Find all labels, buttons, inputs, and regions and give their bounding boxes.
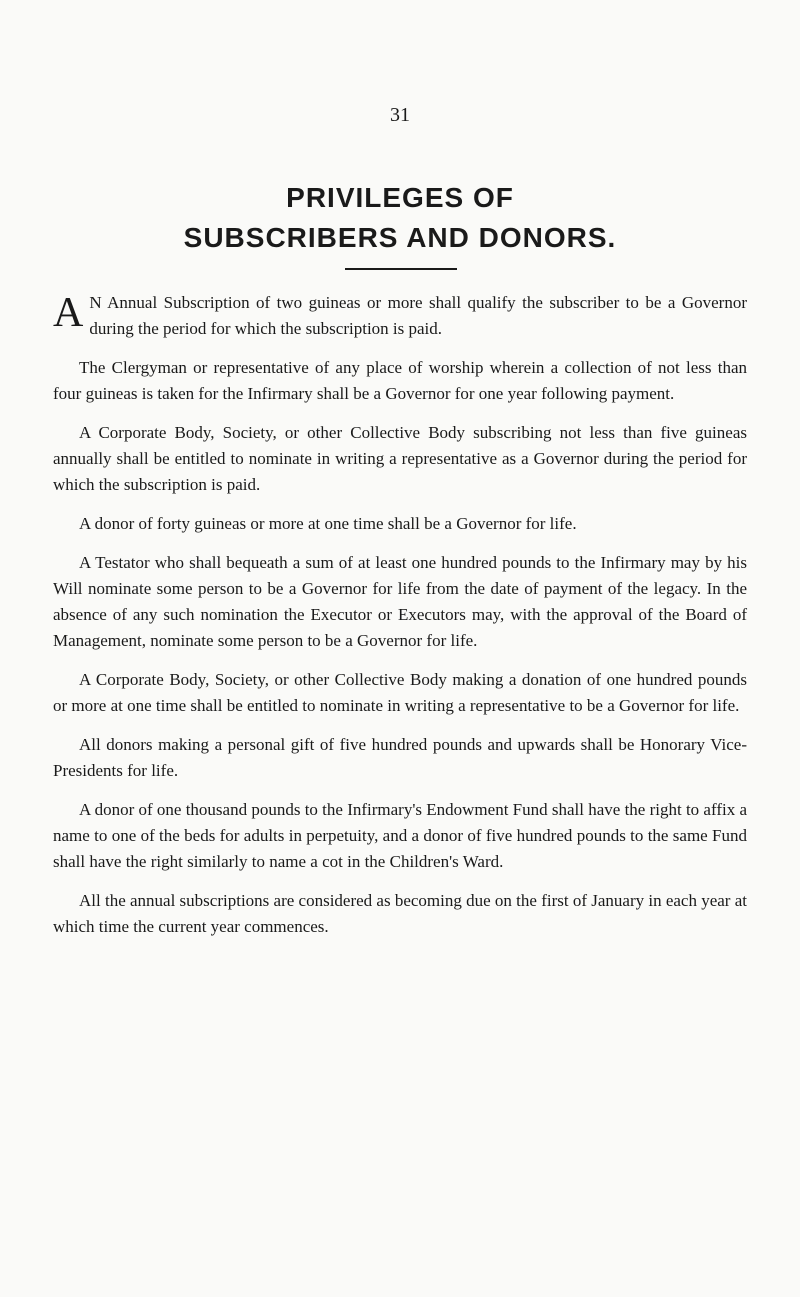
- paragraph-1-text: N Annual Subscription of two guineas or more shall qualify the subscriber to be a Governor during the period for which the subscription is paid.: [89, 293, 747, 339]
- page-title: [0, 178, 800, 258]
- title-divider: [345, 268, 457, 270]
- title-line-2: SUBSCRIBERS AND DONORS.: [183, 222, 617, 253]
- drop-cap: A: [53, 290, 84, 336]
- paragraph-7: All donors making a personal gift of five hundred pounds and upwards shall be Honorary Vice-Presidents for life.: [53, 734, 747, 781]
- paragraph-2: The Clergyman or representative of any place of worship wherein a collection of not less than four guineas is taken for the Infirmary shall be a Governor for one year following payment.: [53, 357, 747, 404]
- paragraph-3: A Corporate Body, Society, or other Collective Body subscribing not less than five guineas annually shall be entitled to nominate in writing a representative as a Governor during the period for which the subscription is paid.: [53, 422, 747, 495]
- document-body: [53, 290, 747, 953]
- paragraph-8: A donor of one thousand pounds to the Infirmary's Endowment Fund shall have the right to affix a name to one of the beds for adults in perpetuity, and a donor of five hundred pounds to the same Fund shall have the right similarly to name a cot in the Children's Ward.: [53, 799, 747, 872]
- title-line-1: PRIVILEGES OF: [286, 182, 514, 213]
- paragraph-5: A Testator who shall bequeath a sum of at least one hundred pounds to the Infirmary may by his Will nominate some person to be a Governor for life from the date of payment of the legacy. In the absence of any such nomination the Executor or Executors may, with the approval of the Board of Management, nominate some person to be a Governor for life.: [53, 552, 747, 651]
- page-number: 31: [390, 104, 410, 126]
- paragraph-1: [53, 290, 747, 342]
- paragraph-6: A Corporate Body, Society, or other Collective Body making a donation of one hundred pounds or more at one time shall be entitled to nominate in writing a representative to be a Governor for life.: [53, 669, 747, 716]
- paragraph-9: All the annual subscriptions are considered as becoming due on the first of January in each year at which time the current year commences.: [53, 890, 747, 937]
- paragraph-4: A donor of forty guineas or more at one time shall be a Governor for life.: [79, 513, 577, 533]
